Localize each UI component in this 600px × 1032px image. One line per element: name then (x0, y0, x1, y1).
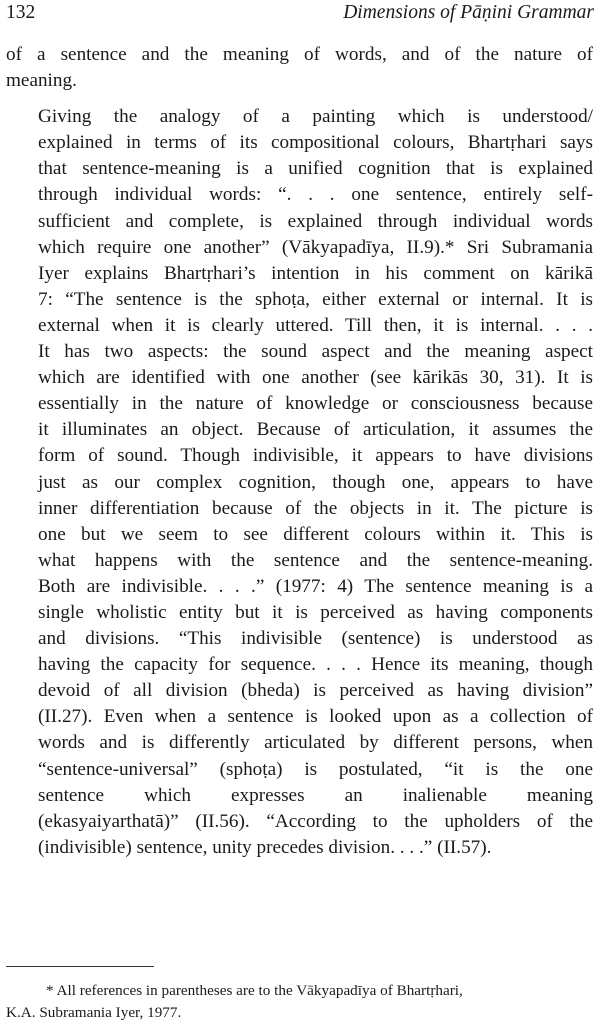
text-line: having the capacity for sequence. . . . Hence its meaning, though (38, 654, 593, 676)
body-text (6, 42, 593, 861)
text-line: just as our complex cognition, though one, appears to have (38, 471, 593, 493)
text-line: form of sound. Though indivisible, it appears to have divisions (38, 445, 593, 467)
text-line: meaning. (6, 70, 77, 92)
text-line: it illuminates an object. Because of articulation, it assumes the (38, 419, 593, 441)
text-line: “sentence-universal” (sphoṭa) is postulated, “it is the one (38, 758, 593, 780)
text-line: (II.27). Even when a sentence is looked upon as a collection of (38, 706, 593, 728)
text-line: It has two aspects: the sound aspect and the meaning aspect (38, 341, 593, 363)
footnote-line: K.A. Subramania Iyer, 1977. (6, 1004, 182, 1021)
paragraph-1 (6, 42, 593, 94)
text-line: explained in terms of its compositional colours, Bhartṛhari says (38, 132, 593, 154)
text-line: (indivisible) sentence, unity precedes division. . . .” (II.57). (38, 836, 492, 858)
text-line: Giving the analogy of a painting which is understood/ (38, 106, 593, 128)
text-line: sufficient and complete, is explained through individual words (38, 210, 593, 232)
footnote-rule (6, 966, 154, 967)
text-line: essentially in the nature of knowledge or consciousness because (38, 393, 593, 415)
text-line: single wholistic entity but it is perceived as having components (38, 601, 593, 623)
text-line: of a sentence and the meaning of words, and of the nature of (6, 44, 593, 65)
text-line: which are identified with one another (see kārikās 30, 31). It is (38, 367, 593, 389)
text-line: inner differentiation because of the objects in it. The picture is (38, 497, 593, 519)
text-line: words and is differently articulated by different persons, when (38, 732, 593, 754)
paragraph-2 (6, 104, 593, 861)
text-line: one but we seem to see different colours within it. This is (38, 523, 593, 545)
footnote (6, 980, 593, 1024)
text-line: external when it is clearly uttered. Till then, it is internal. . . . (38, 314, 593, 336)
text-line: Iyer explains Bhartṛhari’s intention in his comment on kārikā (38, 262, 593, 284)
text-line: through individual words: “. . . one sentence, entirely self- (38, 184, 593, 206)
text-line: which require one another” (Vākyapadīya, II.9).* Sri Subramania (38, 236, 593, 258)
page-header (6, 0, 594, 26)
text-line: what happens with the sentence and the sentence-meaning. (38, 549, 593, 571)
text-line: that sentence-meaning is a unified cognition that is explained (38, 158, 593, 180)
page-number: 132 (6, 2, 36, 23)
text-line: 7: “The sentence is the sphoṭa, either external or internal. It is (38, 288, 593, 310)
footnote-line: * All references in parentheses are to the Vākyapadīya of Bhartṛhari, (46, 982, 463, 999)
text-line: Both are indivisible. . . .” (1977: 4) The sentence meaning is a (38, 575, 593, 597)
text-line: and divisions. “This indivisible (sentence) is understood as (38, 628, 593, 650)
running-title: Dimensions of Pāṇini Grammar (343, 2, 594, 23)
text-line: (ekasyaiyarthatā)” (II.56). “According to the upholders of the (38, 810, 593, 832)
text-line: devoid of all division (bheda) is perceived as having division” (38, 680, 593, 702)
text-line: sentence which expresses an inalienable meaning (38, 784, 593, 806)
